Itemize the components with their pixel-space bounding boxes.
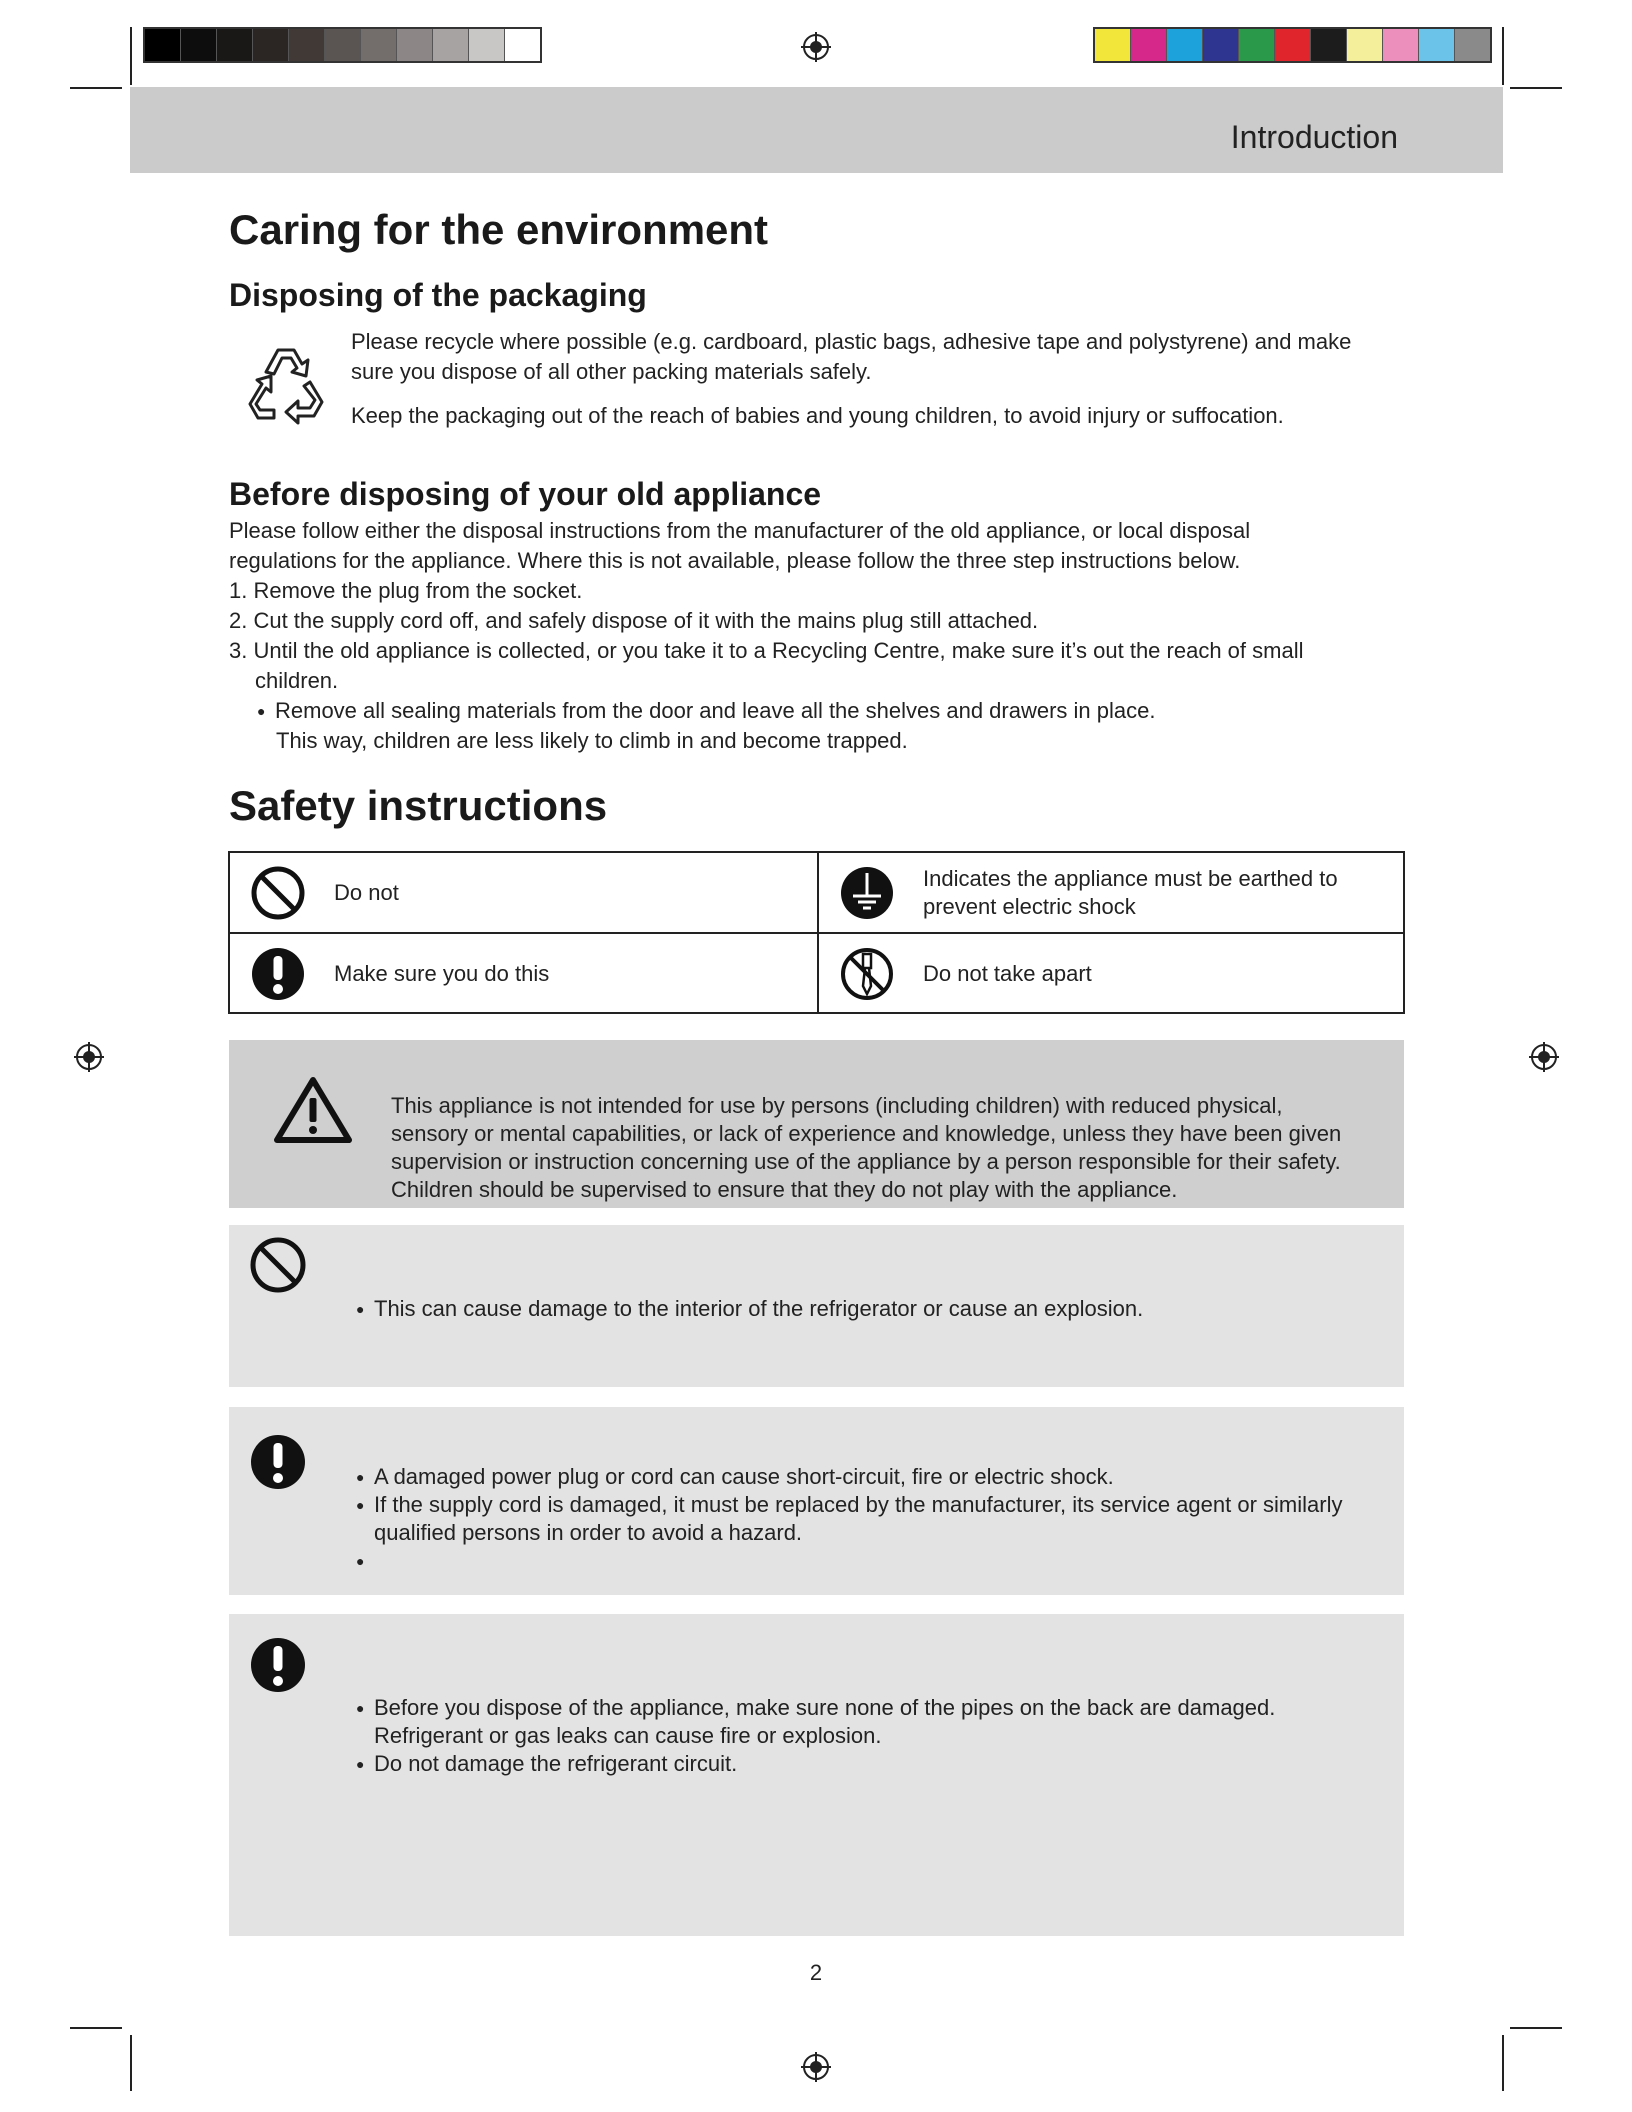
- calibration-swatch: [1455, 29, 1490, 61]
- legend-make-sure-label: Make sure you do this: [334, 961, 550, 986]
- crop-mark: [130, 2035, 132, 2091]
- legend-earthed: [819, 853, 1406, 933]
- step-2: 2. Cut the supply cord off, and safely dispose of it with the mains plug still attached.: [229, 608, 1039, 633]
- packaging-heading: Disposing of the packaging: [229, 277, 647, 313]
- crop-mark: [1502, 27, 1504, 85]
- calibration-swatch: [361, 29, 397, 61]
- symbol-legend-table: [228, 851, 1405, 1014]
- legend-make-sure: [230, 934, 817, 1014]
- safety-title: Safety instructions: [229, 782, 608, 829]
- color-calibration-bar: [1093, 27, 1492, 63]
- registration-mark-icon: [1529, 1042, 1559, 1072]
- mandatory-exclamation-icon: [249, 1433, 307, 1491]
- calibration-swatch: [1311, 29, 1347, 61]
- panel2-bullet3: [356, 1547, 374, 1575]
- caution-panel-power-cord: [229, 1407, 1404, 1595]
- calibration-swatch: [1347, 29, 1383, 61]
- crop-mark: [70, 2027, 122, 2029]
- panel3-bullet2: ● Do not damage the refrigerant circuit.: [356, 1750, 737, 1778]
- registration-mark-icon: [74, 1042, 104, 1072]
- crop-mark: [1510, 87, 1562, 89]
- caution-panel-do-not: [229, 1225, 1404, 1387]
- section-title: Introduction: [1230, 119, 1398, 155]
- panel1-bullet1: ● This can cause damage to the interior of the refrigerator or cause an explosion.: [356, 1295, 1143, 1323]
- grayscale-calibration-bar: [143, 27, 542, 63]
- calibration-swatch: [469, 29, 505, 61]
- legend-do-not-label: Do not: [334, 880, 399, 905]
- warning-triangle-icon: [273, 1076, 353, 1144]
- packaging-para2: Keep the packaging out of the reach of babies and young children, to avoid injury or suffocation.: [351, 403, 1284, 428]
- panel2-bullet2-line1: ● If the supply cord is damaged, it must be replaced by the manufacturer, its service agent or similarly: [356, 1491, 1342, 1519]
- calibration-swatch: [1239, 29, 1275, 61]
- calibration-swatch: [145, 29, 181, 61]
- packaging-para1-line2: sure you dispose of all other packing materials safely.: [351, 359, 872, 384]
- calibration-swatch: [433, 29, 469, 61]
- prohibition-icon: [249, 1236, 307, 1294]
- environment-title: Caring for the environment: [229, 206, 769, 253]
- calibration-swatch: [1383, 29, 1419, 61]
- crop-mark: [1510, 2027, 1562, 2029]
- warning-panel: [229, 1040, 1404, 1208]
- panel2-bullet2-line2: qualified persons in order to avoid a hazard.: [374, 1520, 803, 1545]
- panel3-bullet1-line2: Refrigerant or gas leaks can cause fire or explosion.: [374, 1723, 882, 1748]
- calibration-swatch: [325, 29, 361, 61]
- crop-mark: [70, 87, 122, 89]
- recycle-icon: [236, 332, 336, 432]
- mandatory-exclamation-icon: [250, 946, 306, 1002]
- page-number: 2: [809, 1960, 823, 1985]
- warning-line2: sensory or mental capabilities, or lack of experience and knowledge, unless they have been given: [391, 1121, 1342, 1146]
- panel2-bullet1: ● A damaged power plug or cord can cause short-circuit, fire or electric shock.: [356, 1463, 1114, 1491]
- legend-earthed-line1: Indicates the appliance must be earthed to: [923, 866, 1338, 891]
- section-header-band: [130, 87, 1503, 173]
- warning-line3: supervision or instruction concerning use of the appliance by a person responsible for their safety.: [391, 1149, 1341, 1174]
- calibration-swatch: [253, 29, 289, 61]
- calibration-swatch: [217, 29, 253, 61]
- old-appliance-intro-line1: Please follow either the disposal instructions from the manufacturer of the old appliance, or local disposal: [229, 518, 1251, 543]
- legend-earthed-line2: prevent electric shock: [923, 894, 1136, 919]
- step-3-line1: 3. Until the old appliance is collected, or you take it to a Recycling Centre, make sure it’s out the reach of small: [229, 638, 1304, 663]
- calibration-swatch: [1167, 29, 1203, 61]
- registration-mark-icon: [801, 2052, 831, 2082]
- calibration-swatch: [289, 29, 325, 61]
- panel3-bullet1-line1: ● Before you dispose of the appliance, make sure none of the pipes on the back are damaged.: [356, 1694, 1275, 1722]
- calibration-swatch: [181, 29, 217, 61]
- calibration-swatch: [1131, 29, 1167, 61]
- calibration-swatch: [1095, 29, 1131, 61]
- step-1: 1. Remove the plug from the socket.: [229, 578, 583, 603]
- calibration-swatch: [1203, 29, 1239, 61]
- step-3-line2: children.: [255, 668, 339, 693]
- crop-mark: [130, 27, 132, 85]
- warning-line4: Children should be supervised to ensure that they do not play with the appliance.: [391, 1177, 1178, 1202]
- earth-ground-icon: [839, 865, 895, 921]
- old-appliance-heading: Before disposing of your old appliance: [229, 476, 822, 512]
- legend-no-apart: [819, 934, 1406, 1014]
- calibration-swatch: [1419, 29, 1455, 61]
- mandatory-exclamation-icon: [249, 1636, 307, 1694]
- legend-do-not: [230, 853, 817, 933]
- registration-mark-icon: [801, 32, 831, 62]
- calibration-swatch: [397, 29, 433, 61]
- warning-line1: This appliance is not intended for use by persons (including children) with reduced physical,: [391, 1093, 1283, 1118]
- calibration-swatch: [1275, 29, 1311, 61]
- crop-mark: [1502, 2035, 1504, 2091]
- sub-bullet-line1: ● Remove all sealing materials from the door and leave all the shelves and drawers in place.: [257, 696, 1632, 726]
- calibration-swatch: [505, 29, 540, 61]
- old-appliance-intro-line2: regulations for the appliance. Where this is not available, please follow the three step instructions below.: [229, 548, 1241, 573]
- legend-no-apart-label: Do not take apart: [923, 961, 1092, 986]
- packaging-para1-line1: Please recycle where possible (e.g. cardboard, plastic bags, adhesive tape and polystyrene) and make: [351, 329, 1352, 354]
- no-disassembly-icon: [839, 946, 895, 1002]
- caution-panel-refrigerant: [229, 1614, 1404, 1936]
- sub-bullet-line2: This way, children are less likely to climb in and become trapped.: [276, 728, 908, 753]
- prohibition-icon: [250, 865, 306, 921]
